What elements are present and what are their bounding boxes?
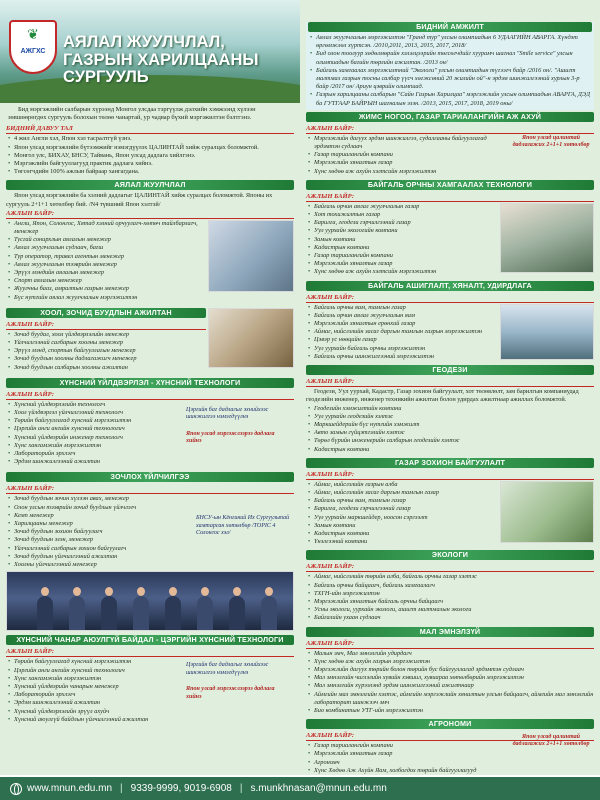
list-item: • Эрдэм шинжилгээний ажилтан	[6, 699, 181, 707]
list-item: • Харилцааны менежер	[6, 520, 191, 528]
list-item: • Газрын харилцааны салбарын "Сайн Газрын Харилцаа" мэргэжлийн улсын олимпиадын АВАРГА, ДЭД ба ГУТГААР БАЙРЫН шагналын эзэн. /2013, 2015, 2017, 2018, 2019 оны/	[308, 91, 592, 107]
jobs-label: АЖЛЫН БАЙР:	[306, 192, 594, 202]
achievements-section	[306, 22, 594, 110]
jobs-label: АЖЛЫН БАЙР:	[306, 731, 594, 741]
jobs-label: АЖЛЫН БАЙР:	[6, 209, 294, 219]
list-item: • Англи, Япон, Солонгос, Хятад хэлний орчуулагч-хөтөч тайлбарлагч, менежер	[6, 220, 206, 236]
geodesy-intro: Геодези, Уул уурхай, Кадастр, Газар зохион байгуулалт, хот төлөвлөлт, зам барилгын компаниудад геодезийн инженер, инженер техникийн ажилтан болон удирдах ажилтнаар ажиллах боломжтой.	[306, 388, 579, 404]
person-figure	[37, 596, 53, 630]
list-item: • Хоолны үйлчилгээний менежер	[6, 561, 191, 569]
list-item: • Зочид буудлын зохион байгуулагч	[6, 528, 191, 536]
jobs-label: АЖЛЫН БАЙР:	[6, 647, 294, 657]
graduates-photo	[6, 571, 294, 631]
geodesy-section	[306, 363, 594, 456]
jobs-label: АЖЛЫН БАЙР:	[6, 320, 206, 330]
list-item: • Зочид буудлын хоолны дадлагажигч менежер	[6, 355, 206, 363]
list-item: • Бүс нутгийн аялал жуулчлалын мэргэжилтэн	[6, 294, 206, 302]
food-note-japan: Япон улсад мэргэжлээрээ дадлага хийнэ	[186, 430, 275, 445]
ecology-jobs	[306, 573, 594, 622]
list-item: • Мэргэжлийн хяналтын газар	[306, 750, 506, 758]
list-item: • Жуулчны бааз, амралтын газрын менежер	[6, 285, 206, 293]
list-item: • Үйлчилгээний салбарын хоолны менежер	[6, 339, 206, 347]
section-title: БИДНИЙ АМЖИЛТ	[308, 22, 592, 32]
catering-note: БНСУ-ын Кёнгиний Их Сургуультай хамтарсан хөтөлбөр /TOPIC 4 Солонгос хэл/	[196, 515, 290, 537]
list-item: • Лабораторийн эрхлэгч	[6, 691, 181, 699]
jobs-label: АЖЛЫН БАЙР:	[306, 562, 594, 572]
list-item: • Мэргэжлийн хяналтын газар	[306, 159, 506, 167]
list-item: • Хүнс Хөдөө Аж Ахуйн Яам, холбогдох төрийн байгууллагууд	[306, 767, 506, 775]
email-link[interactable]: s.munkhnasan@mnun.edu.mn	[250, 782, 387, 794]
section-title: АЯЛАЛ ЖУУЛЧЛАЛ	[6, 180, 294, 190]
list-item: • Газар тариалангийн компани	[306, 742, 506, 750]
phone-numbers: 9339-9999, 9019-6908	[130, 782, 232, 794]
list-item: • Газар тариалангийн компани	[306, 151, 506, 159]
land-section	[306, 110, 594, 178]
list-item: • Төрөл бүрийн инженерийн салбарын геодезийн хэлтэс	[306, 437, 594, 445]
hospitality-jobs	[6, 331, 206, 372]
food-safety-note-japan: Япон улсад мэргэжлээрээ дадлага хийнэ	[186, 686, 275, 700]
section-title: БАЙГАЛЬ ОРЧНЫ ХАМГААЛАХ ТЕХНОЛОГИ	[306, 180, 594, 190]
list-item: • Байгалийн ухаан судлаач	[306, 614, 594, 622]
tourism-text: Япон улсад мэргэжлийн ба хэлний дадлагыг ЦАЛИНТАЙ хийж суралцах боломжтой. Японы их сургууль 2+1+1 хөтөлбөр бий. /N4 түвшний Япон хэлтэй/	[6, 192, 273, 208]
list-item: • Бид олон тоолуур хөдөлмөрийн хэлэлцээрийн төгсөгчдийг хуурамч шагнал "Smile service" улсын олимпиадын багийн төрлийн ажилтан. /2013 он/	[308, 50, 592, 66]
list-item: • Кадастрын компани	[306, 446, 594, 454]
list-item: • Уул уурхайн маркшейдер, ноосон сэргээлт	[306, 514, 496, 522]
catering-jobs	[6, 495, 191, 569]
list-item: • Мэргэжлийн хяналтын байгаль орчны байцаагч	[306, 598, 594, 606]
title-line: ГАЗРЫН ХАРИЛЦААНЫ	[63, 50, 259, 69]
list-item: • Хүнс хөдөө аж ахуйн хэлтсийн мэргэжилтэн	[306, 268, 496, 276]
list-item: • Төрийн байгууллагад хүнсний мэргэжилтэн	[6, 417, 181, 425]
list-item: • Байгаль хамгаалах мэргэжилтний "Экологи" улсын олимпиадын түгээгч байр /2016 он/. "Ашигт малтмал газрын тосны салбар үүсч хөгжсөний 20 жилийн ой"-н эрдэм шинжилгээний хурлын 3-р байр /2017 он/ Ариун цэврийн олимпиад.	[308, 67, 592, 92]
list-item: • Маркшейдерийн бүс нутгийн хэмжилт	[306, 421, 594, 429]
section-title: АГРОНОМИ	[306, 719, 594, 729]
list-item: • Байгаль орчин аялал жуулчлалын газар	[306, 203, 496, 211]
list-item: • Эрүүл мэнд, спортын байгууллагын менежер	[6, 347, 206, 355]
list-item: • Газар тариалангийн компани	[306, 252, 496, 260]
list-item: • Аймаг, нийслэлийн төрийн алба, байгаль орчны газар хэлтэс	[306, 573, 594, 581]
list-item: • Усны экологи, уурхайн экологи, ашигт малтмалын экологи	[306, 606, 594, 614]
title-line: АЯЛАЛ ЖУУЛЧЛАЛ,	[63, 33, 225, 51]
list-item: • Мэргэжлийн дагуух төрийн болон төрийн бус байгууллагад эрдэмтэн судлаач	[306, 666, 594, 674]
food-jobs	[6, 401, 181, 467]
school-title	[63, 34, 259, 87]
person-figure	[69, 596, 85, 630]
list-item: • Авто замын гүйцэтгэлийн хэлтэс	[306, 429, 594, 437]
footer-bar	[0, 775, 600, 800]
ecology-mgmt-jobs	[306, 304, 496, 361]
list-item: • 4 жил Англи хэл, Япон хэл тасралтгүй үзнэ.	[6, 135, 294, 143]
list-item: • Байгаль орчны яам, тамгын газар	[306, 304, 496, 312]
list-item: • Байгаль орчин аялал жуулчлалын яам	[306, 312, 496, 320]
achievements-list	[308, 34, 592, 108]
jobs-label: АЖЛЫН БАЙР:	[6, 390, 294, 400]
list-item: • Хүнс хангамжийн мэргэжилтэн	[6, 675, 181, 683]
title-line: СУРГУУЛЬ	[63, 68, 149, 86]
globe-icon	[10, 783, 22, 795]
food-section	[0, 375, 300, 470]
section-title: ХҮНСНИЙ ҮЙЛДВЭРЛЭЛ - ХҮНСНИЙ ТЕХНОЛОГИ	[6, 378, 294, 388]
person-figure	[133, 596, 149, 630]
list-item: • Монгол улс, БИХАУ, БНСУ, Тайвань, Япон улсад дадлага хийлгэнэ.	[6, 152, 294, 160]
jobs-label: АЖЛЫН БАЙР:	[6, 484, 294, 494]
list-item: • Хүнсний үйлдвэрийн инженер технологч	[6, 434, 181, 442]
section-title: ЭКОЛОГИ	[306, 550, 594, 560]
list-item: • Хүнсний үйлдвэрлэлийн технологч	[6, 401, 181, 409]
ecology-mgmt-section	[306, 279, 594, 363]
jobs-label: АЖЛЫН БАЙР:	[306, 470, 594, 480]
tourism-photo	[208, 220, 294, 292]
list-item: • Уул уурхайн байгаль орчны мэргэжилтэн	[306, 345, 496, 353]
intro-text: Бид мэргэжлийн салбарын хүрээнд Монгол улсдаа тэргүүлж дэлхийн хэмжээнд хүлээн зөвшөөрөгдөх сургууль болохын төлөө чанартай, ур чадвар бүхий мэргэжилтэн бэлтгэнэ.	[8, 106, 256, 121]
agro-jobs	[306, 742, 506, 775]
advantages-section	[0, 123, 300, 179]
jobs-label: АЖЛЫН БАЙР:	[306, 377, 594, 387]
list-item: • Цэвэр ус нөөцийн газар	[306, 336, 496, 344]
catering-section	[0, 469, 300, 634]
ecology-mgmt-photo	[500, 304, 594, 360]
section-title: ХҮНСНИЙ ЧАНАР АЮУЛГҮЙ БАЙДАЛ - ЦЭРГИЙН ХҮНСНИЙ ТЕХНОЛОГИ	[6, 635, 294, 645]
separator: |	[239, 782, 243, 794]
section-title: МАЛ ЭМНЭЛЗҮЙ	[306, 627, 594, 637]
env-photo	[500, 203, 594, 273]
list-item: • Био комбинатын УТГ-ийн мэргэжилтэн	[306, 707, 594, 715]
section-title: ГАЗАР ЗОХИОН БАЙГУУЛАЛТ	[306, 458, 594, 468]
vet-section	[306, 625, 594, 718]
hospitality-section	[0, 305, 300, 375]
person-figure	[229, 596, 245, 630]
landuse-section	[306, 456, 594, 549]
list-item: • Байгаль орчны шинжилгээний мэргэжилтэн	[306, 353, 496, 361]
landuse-jobs	[306, 481, 496, 547]
list-item: • Хоол үйлдвэрлэл үйлчилгээний технологч	[6, 409, 181, 417]
list-item: • Аялал жуулчлалын судлаач, багш	[6, 244, 206, 252]
vet-jobs	[306, 650, 594, 716]
food-safety-jobs	[6, 658, 181, 724]
list-item: • Цэргийн анги ангийн хүнсний технологич	[6, 425, 181, 433]
env-section	[306, 178, 594, 279]
list-item: • Төгсөгчдийн 100% ажлын байраар хангагдана.	[6, 168, 294, 176]
list-item: • Байгаль орчны байцаагч, байгаль хамгаалагч	[306, 582, 594, 590]
food-note: Цэргийн баг дадлагыг эхнийхээс шинжилгээ нэмэгдүүлнэ	[186, 406, 269, 421]
left-column	[0, 0, 300, 775]
person-figure	[101, 596, 117, 630]
section-title: ЗОЧЛОХ ҮЙЛЧИЛГЭЭ	[6, 472, 294, 482]
list-item: • Хүнс хөдөө аж ахуйн газрын мэргэжилтэн	[306, 658, 594, 666]
website-link[interactable]: www.mnun.edu.mn	[27, 782, 113, 794]
list-item: • Уул уурхайн геодезийн хэлтэс	[306, 413, 594, 421]
food-safety-note: Цэргийн баг дадлагыг эхнийхээс шинжилгээ нэмэгдүүлнэ	[186, 662, 269, 676]
list-item: • Аялал жуулчлалын мэргэжилтэн "Гранд тур" улсын олимпиадын 6 УДААГИЙН АВАРГА. Хүндэт өргөмжлөл хүртсэн. /2010,2011, 2013, 2015, 2017, 2018/	[308, 34, 592, 50]
land-note-japan: Япон улсад цалинтай дадлагажих 2+1+1 хөтөлбөр	[512, 134, 590, 149]
list-item: • Байгаль орчны яам, тамгын газар	[306, 497, 496, 505]
section-title: ЖИМС НОГОО, ГАЗАР ТАРИАЛАНГИЙН АЖ АХУЙ	[306, 112, 594, 122]
advantages-title: БИДНИЙ ДАВУУ ТАЛ	[6, 124, 294, 134]
logo-abbreviation: АЖГХС	[20, 48, 46, 55]
list-item: • Хүнс хангамжийн мэргэжилтэн	[6, 442, 181, 450]
list-item: • Япон улсад мэргэжлийн бүтээмжийг нэмэгдүүлэх ЦАЛИНТАЙ хийж суралцах боломжтой.	[6, 144, 294, 152]
list-item: • Зочид буудлын эзэн, менежер	[6, 536, 191, 544]
env-jobs	[306, 203, 496, 277]
school-logo	[9, 20, 57, 74]
list-item: • Үйлчилгээний салбарын зохион байгуулагч	[6, 545, 191, 553]
list-item: • Уул уурхайн экологийн компани	[306, 227, 496, 235]
hospitality-photo	[208, 308, 294, 368]
list-item: • Замын компани	[306, 236, 496, 244]
list-item: • Агрономч	[306, 759, 506, 767]
list-item: • Хүнс хөдөө аж ахуйн хэлтсийн мэргэжилтэн	[306, 168, 506, 176]
list-item: • ТХГН-ийн мэргэжилтэн	[306, 590, 594, 598]
list-item: • Аймаг, нийслэлийн засаг даргын тамгын газар	[306, 489, 496, 497]
list-item: • Төрийн байгууллагад хүнсний мэргэжилтэн	[6, 658, 181, 666]
person-figure	[261, 596, 277, 630]
list-item: • Кадастрын компани	[306, 530, 496, 538]
list-item: • Хот тохижилтын газар	[306, 211, 496, 219]
list-item: • Мэргэжлийн хяналтын газар	[306, 260, 496, 268]
list-item: • Аймаг, нийслэлийн засаг даргын тамгын газрын мэргэжилтэн	[306, 328, 496, 336]
list-item: • Мэргэжлийн дагуух эрдэм шинжилгээ, судалгааны байгууллагад эрдэмтэн судлаач	[306, 135, 506, 151]
list-item: • Барилга, геодези гэрчилгээний газар	[306, 219, 496, 227]
list-item: • Зочид буудал, хоол үйлдвэрлэлийн менежер	[6, 331, 206, 339]
list-item: • Эрдэм шинжилгээний ажилтан	[6, 458, 181, 466]
person-figure	[165, 596, 181, 630]
tourism-jobs	[6, 220, 206, 302]
list-item: • Спорт аялалын менежер	[6, 277, 206, 285]
header-banner	[0, 0, 300, 103]
list-item: • Зочид буудлын зочин хүлээн авах, менежер	[6, 495, 191, 503]
advantages-list	[6, 135, 294, 176]
section-title: ХООЛ, ЗОЧИД БУУДЛЫН АЖИЛТАН	[6, 308, 206, 318]
geodesy-jobs	[306, 405, 594, 454]
section-title: БАЙГАЛЬ АШИГЛАЛТ, ХЯНАЛТ, УДИРДЛАГА	[306, 281, 594, 291]
intro-section	[0, 103, 300, 123]
list-item: • Мэргэжлийн хяналтын ерөнхий газар	[306, 320, 496, 328]
list-item: • Кадастрын компани	[306, 244, 496, 252]
land-jobs	[306, 135, 506, 176]
list-item: • Лабораторийн эрхлэгч	[6, 450, 181, 458]
list-item: • Хүнсний үйлдвэрлэлийн эрүүл ахуйч	[6, 708, 181, 716]
list-item: • Хүнсний үйлдвэрийн чанарын менежер	[6, 683, 181, 691]
jobs-label: АЖЛЫН БАЙР:	[306, 293, 594, 303]
list-item: • Цэргийн анги ангийн хүнсний технологич	[6, 667, 181, 675]
list-item: • Мал эмнэлгийн чиглэлийн хувийн хэвшил, хувиараа хөтөлбөрийн мэргэжилтэн	[306, 674, 594, 682]
list-item: • Мал эмнэлгийн хүрээлэнд эрдэм шинжилгээний ажилтнаар	[306, 682, 594, 690]
list-item: • Геодезийн хэмжилтийн компани	[306, 405, 594, 413]
list-item: • Зочид буудлын үйлчилгээний ажилтан	[6, 553, 191, 561]
list-item: • Олон улсын тээврийн зочид буудлын үйлчлэгч	[6, 504, 191, 512]
list-item: • Тур оператор, травел агентын менежер	[6, 253, 206, 261]
list-item: • Аймгийн мал эмнэлгийн хэлтэс, аймгийн мэргэжлийн хяналтын улсын байцаагч, аймгийн мал эмнэлгийн лабораторит шинжээч эмч	[306, 691, 594, 707]
landuse-photo	[500, 481, 594, 543]
agro-note-japan: Япон улсад цалинтай дадлагажих 2+1+1 хөтөлбөр	[512, 734, 590, 748]
tourism-section	[0, 179, 300, 304]
food-safety-section	[0, 634, 300, 727]
list-item: • Аялал жуулчлалын тээврийн менежер	[6, 261, 206, 269]
separator: |	[120, 782, 123, 794]
section-title: ГЕОДЕЗИ	[306, 365, 594, 375]
agro-section	[306, 717, 594, 775]
list-item: • Барилга, геодези гэрчилгээний газар	[306, 505, 496, 513]
person-figure	[197, 596, 213, 630]
list-item: • Зочид буудлын салбарын хоолны ажилтан	[6, 364, 206, 372]
list-item: • Кемп менежер	[6, 512, 191, 520]
leaf-icon: ❦	[27, 28, 39, 43]
list-item: • Үнэлгээний компани	[306, 538, 496, 546]
list-item: • Эрүүл мэндийн аялалын менежер	[6, 269, 206, 277]
jobs-label: АЖЛЫН БАЙР:	[306, 639, 594, 649]
jobs-label: АЖЛЫН БАЙР:	[306, 124, 594, 134]
right-column	[300, 0, 600, 775]
list-item: • Мэргэжлийн байгууллагууд практик дадлага хийнэ.	[6, 160, 294, 168]
list-item: • Замын компани	[306, 522, 496, 530]
list-item: • Хүнсний аюулгүй байдлын үйлчилгээний ажилтан	[6, 716, 181, 724]
list-item: • Аймаг, нийслэлийн газрын алба	[306, 481, 496, 489]
list-item: • Тусгай сонирхлын аялалын менежер	[6, 236, 206, 244]
ecology-section	[306, 548, 594, 624]
list-item: • Малын эмч, Мал эмнэлгийн удирдагч	[306, 650, 594, 658]
